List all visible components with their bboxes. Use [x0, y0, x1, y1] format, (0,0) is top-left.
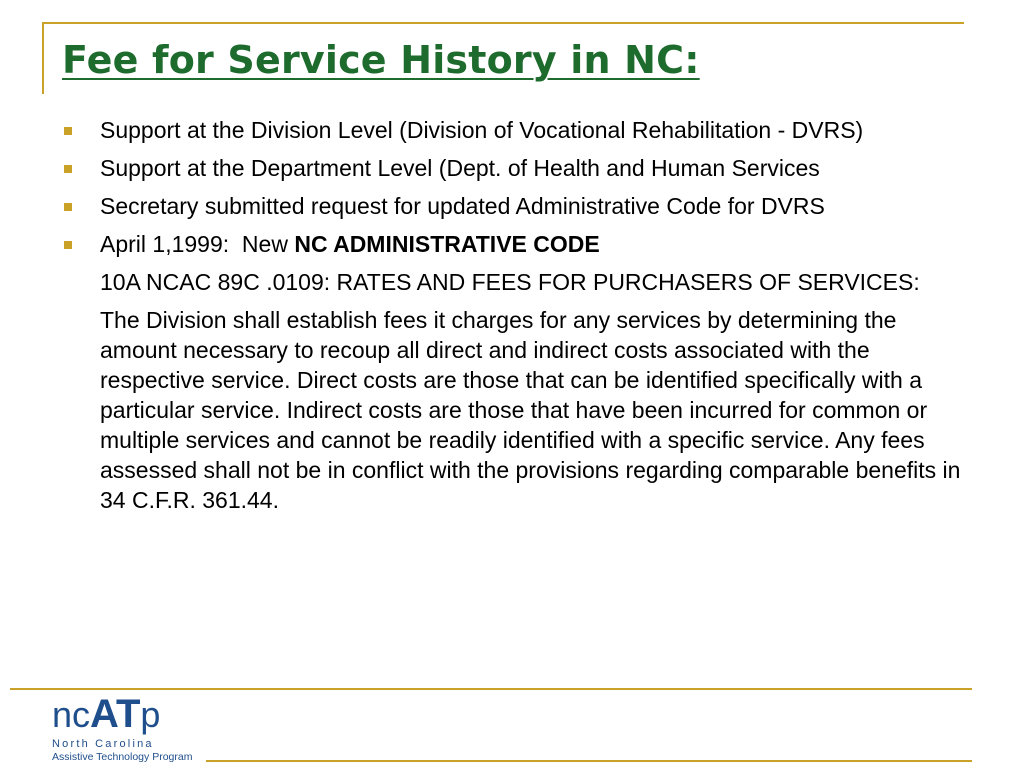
logo-mark-highlight: AT: [90, 692, 141, 736]
title-accent-top-line: [42, 22, 964, 24]
logo-program-text: Assistive Technology Program: [52, 751, 193, 763]
bullet-text: Secretary submitted request for updated Administrative Code for DVRS: [100, 193, 825, 219]
bullet-item: [62, 191, 962, 221]
rule-heading: 10A NCAC 89C .0109: RATES AND FEES FOR PURCHASERS OF SERVICES:: [100, 269, 920, 295]
square-bullet-icon: [64, 203, 72, 211]
slide-title: Fee for Service History in NC:: [62, 38, 700, 82]
logo-mark-suffix: p: [140, 694, 161, 735]
rule-body: The Division shall establish fees it charges for any services by determining the amount necessary to recoup all direct and indirect costs associated with the respective service. Direct costs are those that can be identified specifically with a particular service. Indirect costs are those that have been incurred for common or multiple services and cannot be readily identified with a specific service. Any fees assessed shall not be in conflict with the provisions regarding comparable benefits in 34 C.F.R. 361.44.: [100, 307, 961, 513]
footer-divider-top: [10, 688, 972, 690]
bullet-text: April 1,1999: New: [100, 231, 295, 257]
bullet-bold-text: NC ADMINISTRATIVE CODE: [294, 231, 600, 257]
ncatp-logo: [52, 694, 212, 764]
square-bullet-icon: [64, 127, 72, 135]
bullet-text: Support at the Division Level (Division of Vocational Rehabilitation - DVRS): [100, 117, 864, 143]
bullet-text: Support at the Department Level (Dept. of Health and Human Services: [100, 155, 820, 181]
logo-mark: [52, 694, 160, 735]
square-bullet-icon: [64, 241, 72, 249]
footer-divider-bottom: [206, 760, 972, 762]
bullet-item: [62, 153, 962, 183]
logo-mark-prefix: nc: [52, 694, 91, 735]
square-bullet-icon: [64, 165, 72, 173]
logo-state-text: North Carolina: [52, 738, 154, 750]
bullet-item: [62, 115, 962, 145]
bullet-item: [62, 229, 962, 259]
title-accent-vertical-line: [42, 22, 44, 94]
slide-content: [62, 115, 962, 523]
